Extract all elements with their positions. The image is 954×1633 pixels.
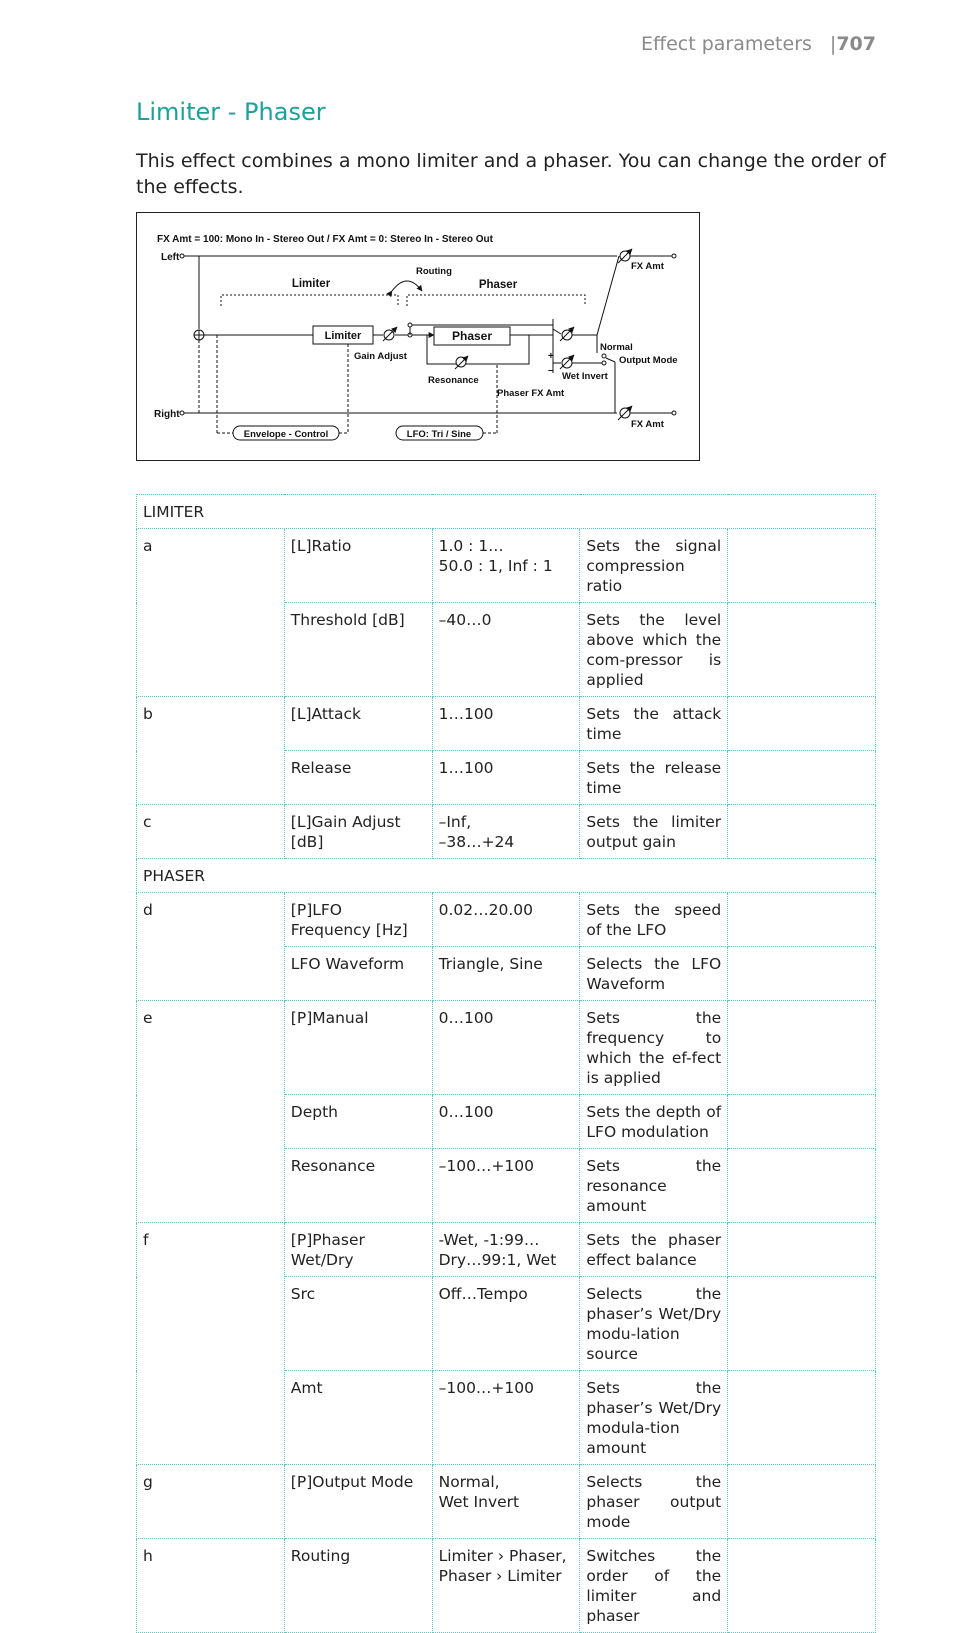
diagram-caption: FX Amt = 100: Mono In - Stereo Out / FX Amt = 0: Stereo In - Stereo Out [157,234,493,245]
param-range-line: 0…100 [438,1103,494,1121]
param-range-line: Dry…99:1, Wet [438,1251,557,1269]
param-letter: b [137,697,285,805]
param-extra [728,1277,876,1371]
param-description: Sets the phaser effect balance [580,1223,728,1277]
param-range [432,603,580,697]
param-extra [728,603,876,697]
param-range-line: Wet Invert [438,1493,520,1511]
param-description: Selects the LFO Waveform [580,947,728,1001]
signal-flow-diagram [136,212,700,461]
param-description: Sets the frequency to which the ef-fect is applied [580,1001,728,1095]
param-letter: e [137,1001,285,1223]
param-extra [728,1149,876,1223]
param-range [432,1223,580,1277]
param-name: Resonance [284,1149,432,1223]
param-name: Release [284,751,432,805]
param-range-line: Off…Tempo [438,1285,528,1303]
param-letter: d [137,893,285,1001]
param-name: [L]Gain Adjust [dB] [284,805,432,859]
param-extra [728,1371,876,1465]
phaser-header: Phaser [478,279,518,291]
param-name: Depth [284,1095,432,1149]
table-row [137,1539,876,1633]
param-description: Selects the phaser output mode [580,1465,728,1539]
section-label: PHASER [137,859,876,893]
param-extra [728,1465,876,1539]
param-range-line: –Inf, [438,813,472,831]
right-label: Right [154,409,180,420]
param-description: Sets the speed of the LFO [580,893,728,947]
param-range-line: Phaser › Limiter [438,1567,562,1585]
left-label: Left [161,252,180,263]
phaser-box-label: Phaser [451,329,493,343]
table-row [137,805,876,859]
param-name: [L]Attack [284,697,432,751]
param-description: Sets the phaser’s Wet/Dry modula-tion amount [580,1371,728,1465]
intro-paragraph: This effect combines a mono limiter and a phaser. You can change the order of the effects. [136,150,886,198]
param-range [432,751,580,805]
param-letter: g [137,1465,285,1539]
param-extra [728,1001,876,1095]
param-description: Sets the level above which the com-pressor is applied [580,603,728,697]
param-range-line: 0…100 [438,1009,494,1027]
table-row [137,1465,876,1539]
routing-label: Routing [416,266,452,277]
param-range [432,1277,580,1371]
param-name: Routing [284,1539,432,1633]
param-range [432,1149,580,1223]
param-range [432,697,580,751]
param-range-line: 0.02…20.00 [438,901,533,919]
plus-sign: + [548,351,554,362]
param-description: Sets the limiter output gain [580,805,728,859]
param-letter: f [137,1223,285,1465]
param-extra [728,1095,876,1149]
table-row [137,697,876,751]
wet-invert-label: Wet Invert [562,371,608,382]
param-extra [728,947,876,1001]
param-range-line: 1…100 [438,759,494,777]
minus-sign: – [548,365,554,376]
fx-amt-bottom-label: FX Amt [631,419,664,430]
lfo-label: LFO: Tri / Sine [406,429,472,440]
param-name: Threshold [dB] [284,603,432,697]
param-range-line: Triangle, Sine [438,955,543,973]
param-extra [728,893,876,947]
param-extra [728,751,876,805]
param-extra [728,529,876,603]
param-range-line: 1.0 : 1… [438,537,504,555]
section-row [137,495,876,529]
param-description: Sets the resonance amount [580,1149,728,1223]
param-range [432,947,580,1001]
routing-arrow [392,281,422,291]
param-range [432,1095,580,1149]
param-extra [728,805,876,859]
envelope-control-label: Envelope - Control [243,429,329,440]
param-range [432,1539,580,1633]
param-range-line: 1…100 [438,705,494,723]
page-number: 707 [836,33,876,55]
param-range-line: Normal, [438,1473,500,1491]
table-row [137,1001,876,1095]
param-range [432,1001,580,1095]
parameter-table [136,494,876,1633]
param-letter: a [137,529,285,697]
param-description: Sets the signal compression ratio [580,529,728,603]
param-range-line: –38…+24 [438,833,515,851]
param-range [432,893,580,947]
param-letter: c [137,805,285,859]
param-range [432,1371,580,1465]
param-name: [L]Ratio [284,529,432,603]
param-name: Amt [284,1371,432,1465]
param-extra [728,1223,876,1277]
section-row [137,859,876,893]
phaser-fx-amt-label: Phaser FX Amt [497,388,565,399]
page-header [641,33,876,55]
param-range-line: –100…+100 [438,1157,535,1175]
param-range [432,1465,580,1539]
table-row [137,529,876,603]
param-range [432,805,580,859]
param-description: Sets the attack time [580,697,728,751]
resonance-label: Resonance [428,375,479,386]
header-section: Effect parameters [640,33,812,55]
limiter-box-label: Limiter [324,330,362,342]
table-row [137,893,876,947]
param-range-line: Limiter › Phaser, [438,1547,567,1565]
param-range-line: -Wet, -1:99… [438,1231,540,1249]
section-label: LIMITER [137,495,876,529]
param-range-line: –100…+100 [438,1379,535,1397]
param-name: [P]Phaser Wet/Dry [284,1223,432,1277]
limiter-header: Limiter [291,278,331,290]
param-name: LFO Waveform [284,947,432,1001]
param-letter: h [137,1539,285,1633]
normal-label: Normal [600,342,633,353]
param-range-line: 50.0 : 1, Inf : 1 [438,557,553,575]
table-row [137,1223,876,1277]
param-name: [P]Output Mode [284,1465,432,1539]
param-name: [P]Manual [284,1001,432,1095]
param-range-line: –40…0 [438,611,492,629]
page-title: Limiter - Phaser [136,98,326,126]
output-mode-label: Output Mode [619,355,678,366]
fx-amt-top-label: FX Amt [631,261,664,272]
param-description: Sets the depth of LFO modulation [580,1095,728,1149]
param-name: [P]LFO Frequency [Hz] [284,893,432,947]
gain-adjust-label: Gain Adjust [354,351,407,362]
param-range [432,529,580,603]
param-description: Sets the release time [580,751,728,805]
param-name: Src [284,1277,432,1371]
param-description: Selects the phaser’s Wet/Dry modu-lation source [580,1277,728,1371]
param-description: Switches the order of the limiter and phaser [580,1539,728,1633]
param-extra [728,1539,876,1633]
header-separator: | [829,33,837,55]
param-extra [728,697,876,751]
